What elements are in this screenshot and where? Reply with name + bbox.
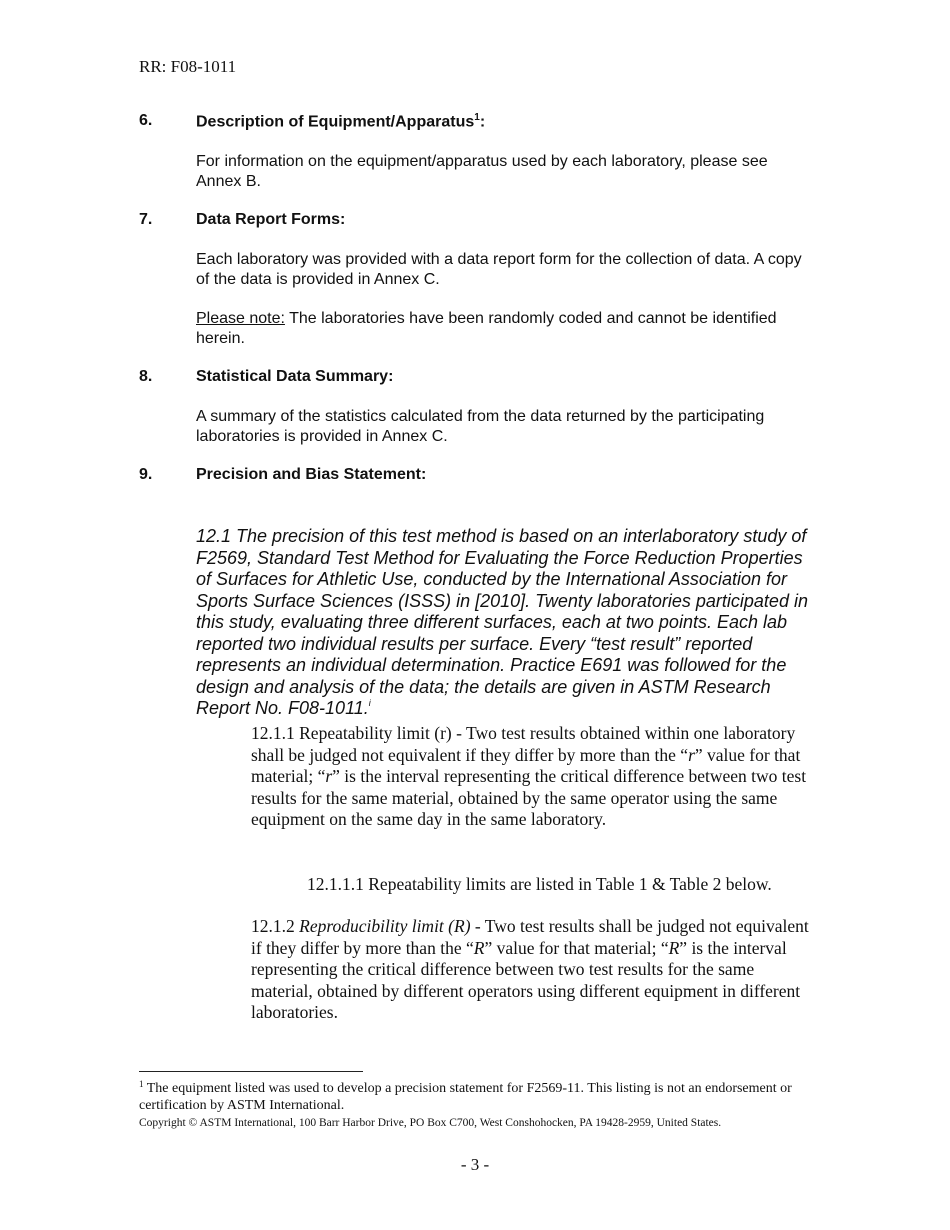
footnote-mark: 1 [139,1079,144,1089]
copyright-notice: Copyright © ASTM International, 100 Barr Harbor Drive, PO Box C700, West Conshohocken, PA 19428-2959, United States. [139,1117,722,1129]
p1211-r-symbol-1: r [688,744,695,765]
section-8-body: A summary of the statistics calculated from the data returned by the participating laboratories is provided in Annex C. [196,408,765,445]
p1211-text-b: ” value for that material; “ [251,744,801,786]
p1212-R-symbol-1: R [473,937,485,958]
section-8-title: Statistical Data Summary: [196,368,394,385]
section-7-number: 7. [139,211,153,228]
repeatability-limit-paragraph [251,723,811,831]
precision-statement-quote [196,526,816,720]
p1212-term: Reproducibility limit (R) [299,916,471,936]
footnote-1 [139,1080,819,1114]
section-6-title-text: Description of Equipment/Apparatus [196,113,475,131]
p1211-text-a: 12.1.1 Repeatability limit (r) - Two test results obtained within one laboratory shall be judged not equivalent if they differ by more than the “ [251,723,796,765]
footnote-text: The equipment listed was used to develop a precision statement for F2569-11. This listing is not an endorsement or certification by ASTM International. [139,1081,792,1113]
section-9-title: Precision and Bias Statement: [196,466,427,483]
section-6-body: For information on the equipment/apparatus used by each laboratory, please see Annex B. [196,153,768,190]
p1212-text-c: ” is the interval representing the critical difference between two test results for the same material, obtained by different operators using different equipment in different laboratories. [251,937,801,1022]
section-8-number: 8. [139,368,153,385]
section-7-note [196,309,816,349]
please-note-text: The laboratories have been randomly coded and cannot be identified herein. [196,310,777,347]
section-6-title-suffix: : [479,113,486,131]
section-6-title [196,112,485,131]
reproducibility-limit-paragraph [251,916,811,1024]
p1212-number: 12.1.2 [251,916,300,936]
p1212-text-a: - Two test results shall be judged not equivalent if they differ by more than the “ [251,916,809,958]
section-7-title: Data Report Forms: [196,211,346,228]
p1212-text-b: ” value for that material; “ [484,937,669,958]
section-7-body: Each laboratory was provided with a data report form for the collection of data. A copy of the data is provided in Annex C. [196,251,802,288]
footnote-divider [139,1071,363,1072]
p1212-R-symbol-2: R [668,937,680,958]
p1211-text-c: ” is the interval representing the critical difference between two test results for the same material, obtained by the same operator using the same equipment on the same day in the same laboratory. [251,766,807,829]
section-6-number: 6. [139,112,153,129]
repeatability-tables-paragraph: 12.1.1.1 Repeatability limits are listed in Table 1 & Table 2 below. [307,874,772,894]
footnote-ref-1: 1 [474,112,480,123]
please-note-label: Please note: [196,310,285,327]
section-9-number: 9. [139,466,153,483]
p1211-r-symbol-2: r [325,766,333,786]
precision-quote-text: 12.1 The precision of this test method is based on an interlaboratory study of F2569, Standard Test Method for Evaluating the Force Reduction Properties of Surfaces for Athletic Use, conducted by the International Association for Sports Surface Sciences (ISSS) in [2010]. Twenty laboratories participated in this study, evaluating three different surfaces, each at two points. Each lab reported two individual results per surface. Every “test result” reported represents an individual determination. Practice E691 was followed for the design and analysis of the data; the details are given in ASTM Research Report No. F08-1011. [196,526,808,718]
report-id-header: RR: F08-1011 [139,57,237,76]
page-number: - 3 - [460,1155,490,1174]
endnote-ref-i: i [368,698,371,708]
